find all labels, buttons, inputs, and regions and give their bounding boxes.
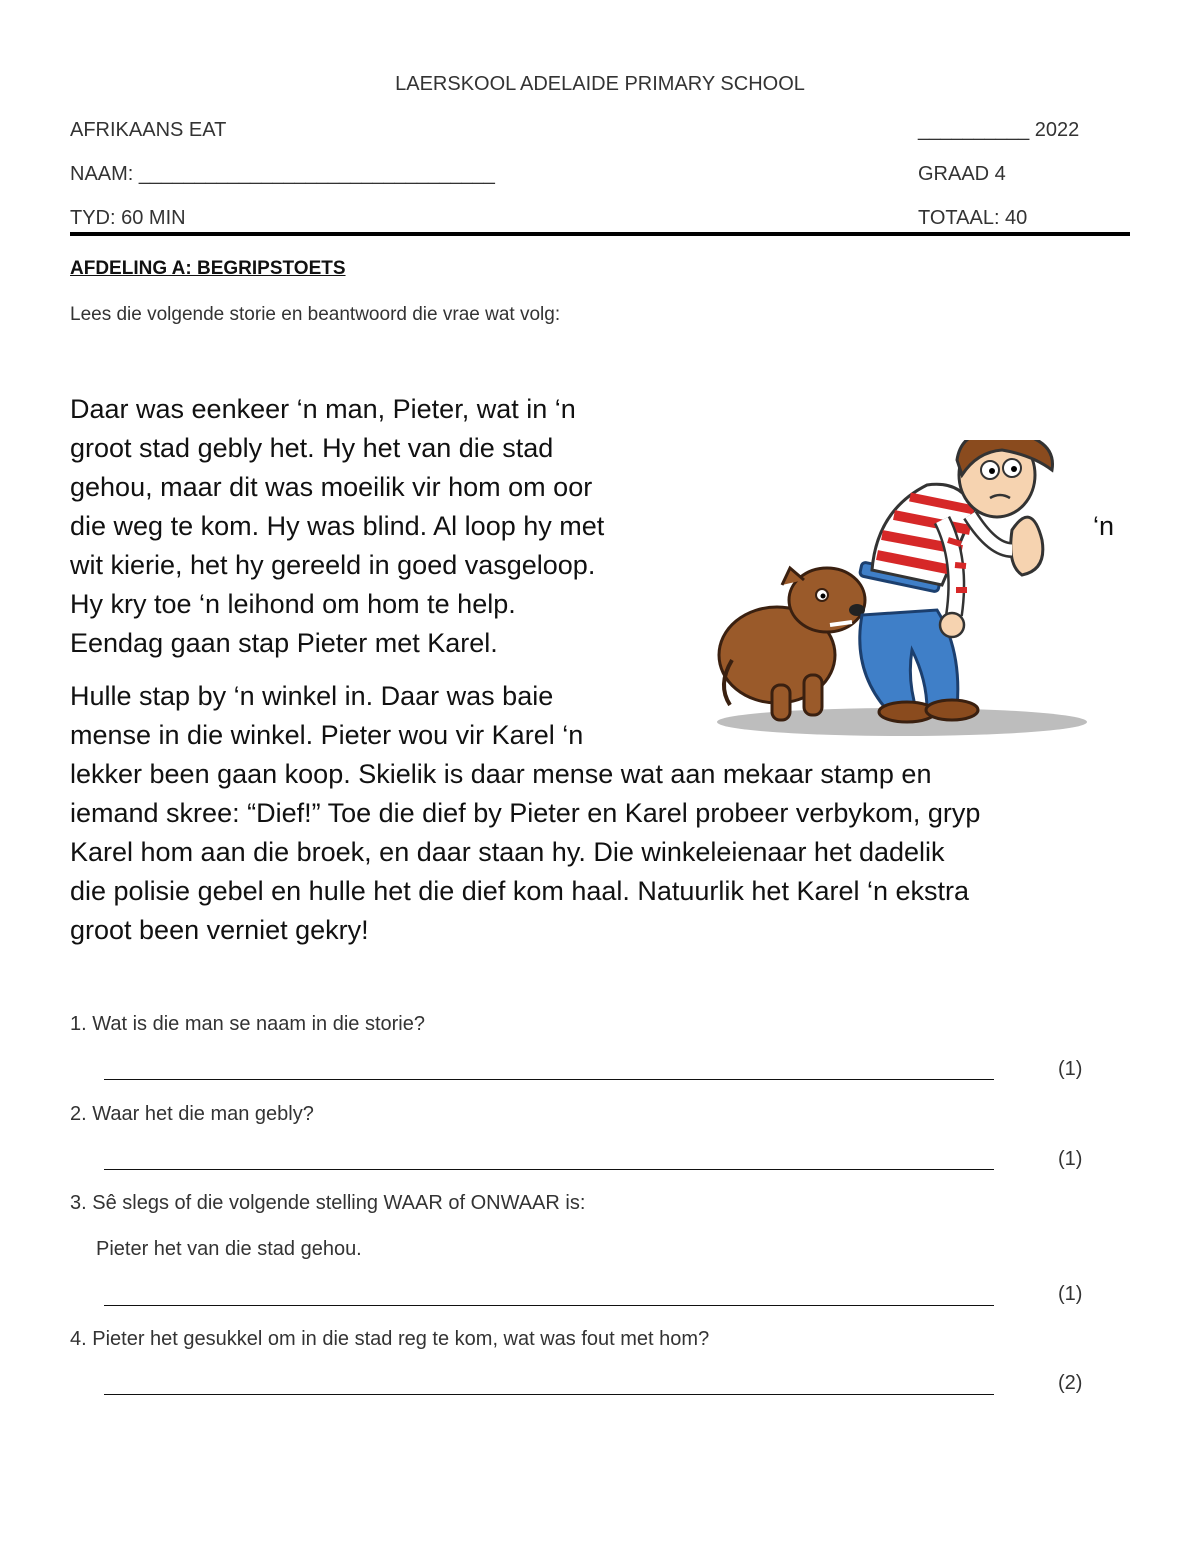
story-line: iemand skree: “Dief!” Toe die dief by Pieter en Karel probeer verbykom, gryp [70,798,981,828]
name-field [70,163,495,186]
question-1: 1. Wat is die man se naam in die storie? [70,1013,425,1035]
name-blank: ________________________________ [138,163,495,185]
story-line: Hy kry toe ‘n leihond om hom te help. [70,589,516,619]
story-line: mense in die winkel. Pieter wou vir Karel ‘n [70,720,584,750]
story-line: wit kierie, het hy gereeld in goed vasgeloop. [70,550,596,580]
question-4: 4. Pieter het gesukkel om in die stad reg te kom, wat was fout met hom? [70,1328,710,1350]
mark-4: (2) [1058,1372,1083,1394]
header-divider [70,232,1130,236]
section-title: AFDELING A: BEGRIPSTOETS [70,258,346,279]
question-2: 2. Waar het die man gebly? [70,1103,314,1125]
mark-1: (1) [1058,1058,1083,1080]
date-field [918,119,1079,142]
mark-3: (1) [1058,1283,1083,1305]
question-3: 3. Sê slegs of die volgende stelling WAAR of ONWAAR is: [70,1192,586,1214]
dog [719,568,865,720]
date-blank: __________ [918,119,1030,141]
story-line: die polisie gebel en hulle het die dief kom haal. Natuurlik het Karel ‘n ekstra [70,876,970,906]
total: TOTAAL: 40 [918,207,1028,229]
year: 2022 [1034,119,1080,141]
answer-line-3[interactable] [104,1305,994,1306]
mark-2: (1) [1058,1148,1083,1170]
name-label: NAAM: [70,163,134,185]
answer-line-2[interactable] [104,1169,994,1170]
story-line: groot stad gebly het. Hy het van die stad [70,433,554,463]
man-and-dog-illustration [712,440,1102,740]
subject: AFRIKAANS EAT [70,119,227,141]
grade: GRAAD 4 [918,163,1006,185]
story-line: Daar was eenkeer ‘n man, Pieter, wat in ‘n [70,394,576,424]
answer-line-1[interactable] [104,1079,994,1080]
story-line: groot been verniet gekry! [70,915,369,945]
story-line: lekker been gaan koop. Skielik is daar mense wat aan mekaar stamp en [70,759,932,789]
school-name: LAERSKOOL ADELAIDE PRIMARY SCHOOL [395,73,805,95]
story-line: Hulle stap by ‘n winkel in. Daar was baie [70,681,554,711]
story-line: gehou, maar dit was moeilik vir hom om oor [70,472,593,502]
answer-line-4[interactable] [104,1394,994,1395]
instruction: Lees die volgende storie en beantwoord die vrae wat volg: [70,304,561,325]
man [859,440,1052,722]
story-line: die weg te kom. Hy was blind. Al loop hy met [70,511,605,541]
story-fragment: ‘n [1093,511,1115,541]
time: TYD: 60 MIN [70,207,186,229]
story-line: Eendag gaan stap Pieter met Karel. [70,628,498,658]
question-3-statement: Pieter het van die stad gehou. [96,1238,362,1260]
story-line: Karel hom aan die broek, en daar staan hy. Die winkeleienaar het dadelik [70,837,945,867]
story-paragraph-1 [70,390,604,663]
